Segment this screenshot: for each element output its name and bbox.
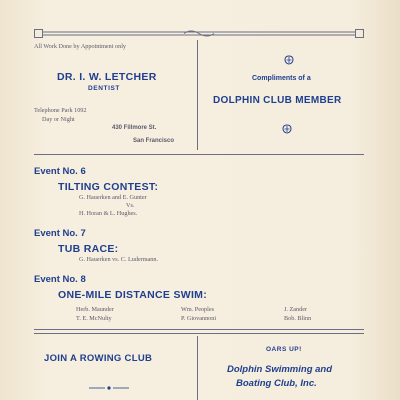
- event-8-number: Event No. 8: [34, 274, 86, 285]
- footer-divider: [197, 336, 198, 400]
- compliments-line: Compliments of a: [252, 75, 311, 82]
- appointment-note: All Work Done by Appointment only: [34, 43, 127, 50]
- event-6-title: TILTING CONTEST:: [58, 181, 159, 193]
- dentist-name: DR. I. W. LETCHER: [57, 71, 157, 83]
- event-6-line-1: G. Hauerken and E. Gunter: [79, 194, 147, 201]
- swimmer-name: Herb. Maunder: [76, 306, 114, 313]
- swimmer-name: P. Giovannoni: [181, 315, 217, 322]
- club-name-line-2: Boating Club, Inc.: [236, 378, 317, 389]
- address-line-1: 430 Fillmore St.: [112, 125, 157, 131]
- ornament-top-icon: [283, 52, 295, 70]
- join-rowing-club: JOIN A ROWING CLUB: [44, 353, 153, 364]
- swimmer-name: J. Zander: [284, 306, 308, 313]
- event-6-number: Event No. 6: [34, 166, 86, 177]
- ad-divider: [197, 40, 198, 150]
- event-6-line-3: H. Horan & L. Hughes.: [79, 210, 138, 217]
- oars-up: OARS UP!: [266, 346, 302, 353]
- ornament-bottom-icon: [281, 121, 293, 139]
- event-7-number: Event No. 7: [34, 228, 86, 239]
- swimmer-name: T. E. McNulty: [76, 315, 112, 322]
- event-7-line-1: G. Hauerken vs. C. Ludermann.: [79, 256, 159, 263]
- dentist-profession: DENTIST: [88, 85, 121, 92]
- swimmer-name: Wm. Peoples: [181, 306, 214, 313]
- phone-line-2: Day or Night: [42, 116, 75, 123]
- top-ornamental-border: [34, 29, 364, 38]
- phone-line-1: Telephone Park 1092: [34, 107, 87, 114]
- event-6-line-2: Vs.: [126, 202, 135, 209]
- dolphin-member-line: DOLPHIN CLUB MEMBER: [213, 95, 342, 106]
- event-7-title: TUB RACE:: [58, 243, 119, 255]
- address-line-2: San Francisco: [133, 138, 175, 144]
- event-8-title: ONE-MILE DISTANCE SWIM:: [58, 289, 208, 301]
- club-name-line-1: Dolphin Swimming and: [227, 364, 333, 375]
- swimmer-name: Bob. Blinn: [284, 315, 312, 322]
- footer-double-rule: [34, 329, 364, 334]
- section-rule: [34, 154, 364, 155]
- divider-flourish-icon: [89, 378, 129, 396]
